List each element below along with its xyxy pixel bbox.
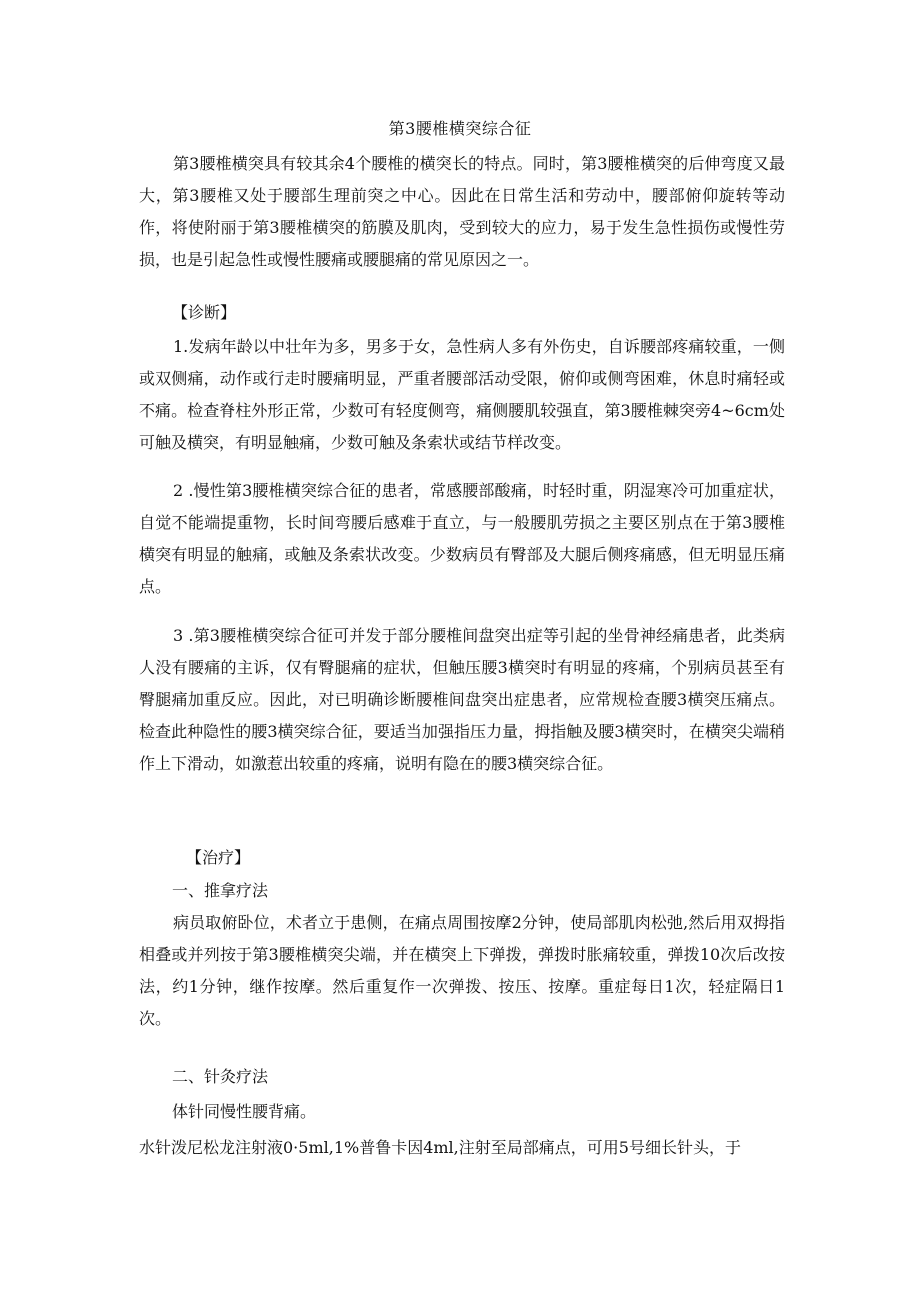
intro-paragraph: 第3腰椎横突具有较其余4个腰椎的横突长的特点。同时，第3腰椎横突的后伸弯度又最大，第3腰椎又处于腰部生理前突之中心。因此在日常生活和劳动中，腰部俯仰旋转等动作，将使附丽于第3腰椎横突的筋膜及肌肉，受到较大的应力，易于发生急性损伤或慢性劳损，也是引起急性或慢性腰痛或腰腿痛的常见原因之一。 <box>139 154 785 269</box>
diagnosis-item-2: 2 .慢性第3腰椎横突综合征的患者，常感腰部酸痛，时轻时重，阴湿寒冷可加重症状，自觉不能端提重物，长时间弯腰后感难于直立，与一般腰肌劳损之主要区别点在于第3腰椎横突有明显的触痛，或触及条索状改变。少数病员有臀部及大腿后侧疼痛感，但无明显压痛点。 <box>139 481 785 596</box>
acupuncture-heading: 二、针灸疗法 <box>172 1067 269 1086</box>
page-title: 第3腰椎横突综合征 <box>388 119 532 138</box>
diagnosis-item-3: 3 .第3腰椎横突综合征可并发于部分腰椎间盘突出症等引起的坐骨神经痛患者，此类病人没有腰痛的主诉，仅有臀腿痛的症状，但触压腰3横突时有明显的疼痛，个别病员甚至有臀腿痛加重反应。因此，对已明确诊断腰椎间盘突出症患者，应常规检查腰3横突压痛点。检查此种隐性的腰3横突综合征，要适当加强指压力量，拇指触及腰3横突时，在横突尖端稍作上下滑动，如激惹出较重的疼痛，说明有隐在的腰3横突综合征。 <box>139 626 785 773</box>
diagnosis-item-1: 1.发病年龄以中壮年为多，男多于女，急性病人多有外伤史，自诉腰部疼痛较重，一侧或双侧痛，动作或行走时腰痛明显，严重者腰部活动受限，俯仰或侧弯困难，休息时痛轻或不痛。检查脊柱外形正常，少数可有轻度侧弯，痛侧腰肌较强直，第3腰椎棘突旁4~6cm处可触及横突，有明显触痛，少数可触及条索状或结节样改变。 <box>139 337 785 452</box>
diagnosis-heading: 【诊断】 <box>172 303 237 322</box>
massage-heading: 一、推拿疗法 <box>172 881 269 900</box>
treatment-heading: 【治疗】 <box>186 848 251 867</box>
acupuncture-paragraph: 体针同慢性腰背痛。 <box>172 1102 317 1121</box>
massage-paragraph: 病员取俯卧位，术者立于患侧，在痛点周围按摩2分钟，使局部肌肉松弛,然后用双拇指相叠或并列按于第3腰椎横突尖端，并在横突上下弹拨，弹拨时胀痛较重，弹拨10次后改按法，约1分钟，继作按摩。然后重复作一次弹拨、按压、按摩。重症每日1次，轻症隔日1次。 <box>139 913 785 1028</box>
injection-paragraph: 水针泼尼松龙注射液0·5ml,1%普鲁卡因4ml,注射至局部痛点，可用5号细长针头，于 <box>139 1138 741 1157</box>
